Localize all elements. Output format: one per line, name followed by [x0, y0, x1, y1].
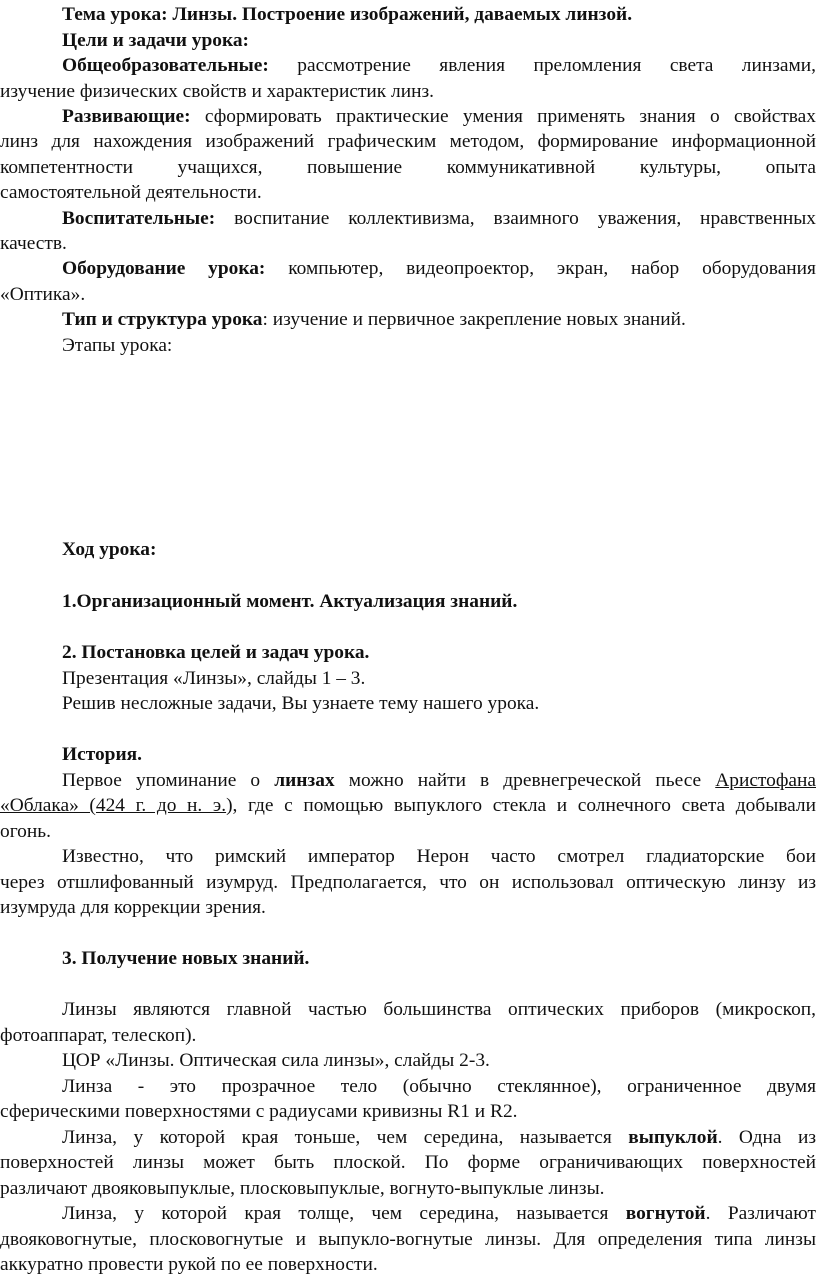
- general-goals-line: [62, 53, 816, 79]
- dev-goals-text: сформировать практические умения применять знания о свойствах: [204, 106, 816, 127]
- section-3-p4-line-1: [62, 1125, 816, 1151]
- body-text: . Одна из: [717, 1127, 816, 1148]
- section-3-p5-line-2: двояковогнутые, плосковогнутые и выпукло-вогнутые линзы. Для определения типа линзы: [0, 1229, 816, 1250]
- section-3-p4-line-3: различают двояковыпуклые, плосковыпуклые, вогнуто-выпуклые линзы.: [0, 1178, 605, 1199]
- section-3-p1-line-2: фотоаппарат, телескоп).: [0, 1025, 197, 1046]
- history-p1-line-1: [62, 768, 816, 794]
- history-p2-line-2: через отшлифованный изумруд. Предполагается, что он использовал оптическую линзу из: [0, 872, 816, 893]
- section-3-p5-line-3: аккуратно провести рукой по ее поверхности.: [0, 1254, 378, 1275]
- lenses-term: линзах: [274, 770, 335, 791]
- dev-goals-line-2: линз для нахождения изображений графическим методом, формирование информационной: [0, 131, 816, 152]
- history-heading: История.: [62, 744, 142, 765]
- stages-label: Этапы урока:: [62, 335, 173, 356]
- history-p1-line-2: [0, 793, 816, 819]
- equipment-line-2: «Оптика».: [0, 284, 86, 305]
- aristophanes-link[interactable]: Аристофана: [715, 770, 816, 791]
- general-goals-text: рассмотрение явления преломления света линзами,: [297, 55, 816, 76]
- goals-heading: Цели и задачи урока:: [62, 30, 249, 51]
- section-3-p3-line-1: Линза - это прозрачное тело (обычно стеклянное), ограниченное двумя: [62, 1076, 816, 1097]
- section-2-heading: 2. Постановка целей и задач урока.: [62, 642, 370, 663]
- history-text: можно найти в древнегреческой пьесе: [348, 770, 702, 791]
- lesson-type-line: [62, 307, 816, 333]
- convex-term: выпуклой: [628, 1127, 718, 1148]
- equipment-text: компьютер, видеопроектор, экран, набор оборудования: [288, 258, 816, 279]
- dev-goals-line: [62, 104, 816, 130]
- clouds-play-link[interactable]: «Облака» (424 г. до н. э.: [0, 795, 227, 816]
- lesson-type-label: Тип и структура урока: [62, 309, 263, 330]
- equipment-line: [62, 256, 816, 282]
- section-3-p4-line-2: поверхностей линзы может быть плоской. По форме ограничивающих поверхностей: [0, 1152, 816, 1173]
- section-1-heading: 1.Организационный момент. Актуализация знаний.: [62, 591, 518, 612]
- history-p1-line-3: огонь.: [0, 821, 51, 842]
- edu-goals-line-2: качеств.: [0, 233, 67, 254]
- history-text: Первое упоминание о: [62, 770, 261, 791]
- dev-goals-line-3: компетентности учащихся, повышение коммуникативной культуры, опыта: [0, 157, 816, 178]
- body-text: . Различают: [705, 1203, 816, 1224]
- lesson-type-text: : изучение и первичное закрепление новых знаний.: [262, 309, 686, 330]
- edu-goals-label: Воспитательные:: [62, 208, 216, 229]
- general-goals-line-2: изучение физических свойств и характеристик линз.: [0, 81, 434, 102]
- edu-goals-text: воспитание коллективизма, взаимного уважения, нравственных: [234, 208, 816, 229]
- history-text: ), где с помощью выпуклого стекла и солнечного света добывали: [226, 795, 816, 816]
- body-text: Линза, у которой края толще, чем середина, называется: [62, 1203, 609, 1224]
- section-2-line-2: Решив несложные задачи, Вы узнаете тему нашего урока.: [62, 693, 540, 714]
- course-heading: Ход урока:: [62, 539, 157, 560]
- history-p2-line-1: Известно, что римский император Нерон часто смотрел гладиаторские бои: [62, 846, 816, 867]
- section-2-line-1: Презентация «Линзы», слайды 1 – 3.: [62, 668, 366, 689]
- equipment-label: Оборудование урока:: [62, 258, 266, 279]
- dev-goals-label: Развивающие:: [62, 106, 191, 127]
- section-3-p5-line-1: [62, 1201, 816, 1227]
- edu-goals-line: [62, 206, 816, 232]
- section-3-p2: ЦОР «Линзы. Оптическая сила линзы», слайды 2-3.: [62, 1050, 490, 1071]
- section-3-p3-line-2: сферическими поверхностями с радиусами кривизны R1 и R2.: [0, 1101, 518, 1122]
- concave-term: вогнутой: [625, 1203, 706, 1224]
- dev-goals-line-4: самостоятельной деятельности.: [0, 182, 262, 203]
- general-goals-label: Общеобразовательные:: [62, 55, 269, 76]
- lesson-topic: Тема урока: Линзы. Построение изображений, даваемых линзой.: [62, 4, 633, 25]
- body-text: Линза, у которой края тоньше, чем середина, называется: [62, 1127, 612, 1148]
- section-3-heading: 3. Получение новых знаний.: [62, 948, 310, 969]
- history-p2-line-3: изумруда для коррекции зрения.: [0, 897, 266, 918]
- section-3-p1-line-1: Линзы являются главной частью большинства оптических приборов (микроскоп,: [62, 999, 816, 1020]
